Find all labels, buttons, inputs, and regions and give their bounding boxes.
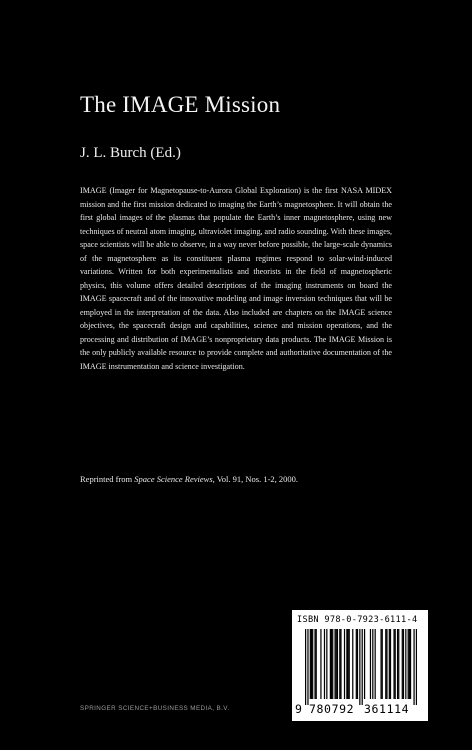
barcode-bar [398,629,399,699]
barcode-bar [346,629,347,699]
reprint-journal: Space Science Reviews [134,474,213,484]
barcode-bar [375,629,376,699]
barcode-bar [397,629,398,699]
barcode-bar [382,629,383,699]
isbn-label: ISBN 978-0-7923-6111-4 [297,615,418,625]
barcode-bar [344,629,345,699]
barcode-bar [372,629,373,699]
barcode-bar [307,629,308,705]
barcode-bar [403,629,404,699]
barcode-bar [324,629,325,699]
barcode-bar [410,629,411,699]
barcode-digits-left: 780792 [309,702,355,716]
barcode-bar [326,629,327,699]
barcode-bar [402,629,403,699]
reprint-prefix: Reprinted from [80,474,135,484]
barcode-bar [413,629,414,705]
barcode-bar [359,629,360,705]
barcode-digit-first: 9 [295,702,302,716]
barcode-bar [334,629,335,699]
barcode-bar [390,629,391,699]
barcode-bar [316,629,317,699]
barcode-bar [389,629,390,699]
barcode-bar [320,629,321,699]
book-editor: J. L. Burch (Ed.) [80,145,181,161]
barcode-bar [364,629,365,699]
barcode-bar [357,629,358,699]
barcode-bar [336,629,337,699]
barcode-digits-right: 361114 [364,702,410,716]
barcode-bar [332,629,333,699]
barcode-bars [305,629,417,705]
barcode-bar [340,629,341,699]
book-description: IMAGE (Imager for Magnetopause-to-Aurora Global Exploration) is the first NASA MIDEX mission and the first mission dedicated to imaging the Earth’s magnetosphere. It will obtain the first global images of the plasmas that populate the Earth’s inner magnetosphere, using new techniques of neutral atom imaging, ultraviolet imaging, and radio sounding. With these images, space scientists will be able to observe, in a way never before possible, the large-scale dynamics of the magnetosphere as its constituent plasma regimes respond to solar-wind-induced variations. Written for both experimentalists and theorists in the field of magnetospheric physics, this volume offers detailed descriptions of the imaging instruments on board the IMAGE spacecraft and of the innovative modeling and image inversion techniques that will be employed in the interpretation of the data. Also included are chapters on the IMAGE science objectives, the spacecraft design and capabilities, science and mission operations, and the processing and distribution of IMAGE’s nonproprietary data products. The IMAGE Mission is the only publicly available resource to provide complete and authoritative documentation of the IMAGE instrumentation and science investigation. [80,186,392,371]
barcode-bar [362,629,363,705]
barcode-bar [310,629,311,699]
barcode-bar [385,629,386,699]
barcode-bar [416,629,417,705]
publisher-name: SPRINGER SCIENCE+BUSINESS MEDIA, B.V. [80,705,230,712]
barcode-bar [312,629,313,699]
barcode-bar [409,629,410,699]
barcode-bar [352,629,353,699]
book-title: The IMAGE Mission [80,92,281,117]
barcode-bar [331,629,332,699]
barcode-bar [330,629,331,699]
barcode-bar [337,629,338,699]
barcode-bar [305,629,306,705]
barcode-bar [380,629,381,699]
barcode-bar [356,629,357,699]
barcode-bar [339,629,340,699]
barcode-bar [395,629,396,699]
barcode-bar [347,629,348,699]
barcode-bar [311,629,312,699]
barcode-bar [349,629,350,699]
isbn-barcode [292,610,428,721]
reprint-suffix: , Vol. 91, Nos. 1-2, 2000. [212,474,299,484]
barcode-bar [408,629,409,699]
barcode-bar [405,629,406,699]
barcode-bar [386,629,387,699]
barcode-bar [314,629,315,699]
barcode-bar [393,629,394,699]
barcode-bar [370,629,371,699]
reprint-note [80,474,400,484]
